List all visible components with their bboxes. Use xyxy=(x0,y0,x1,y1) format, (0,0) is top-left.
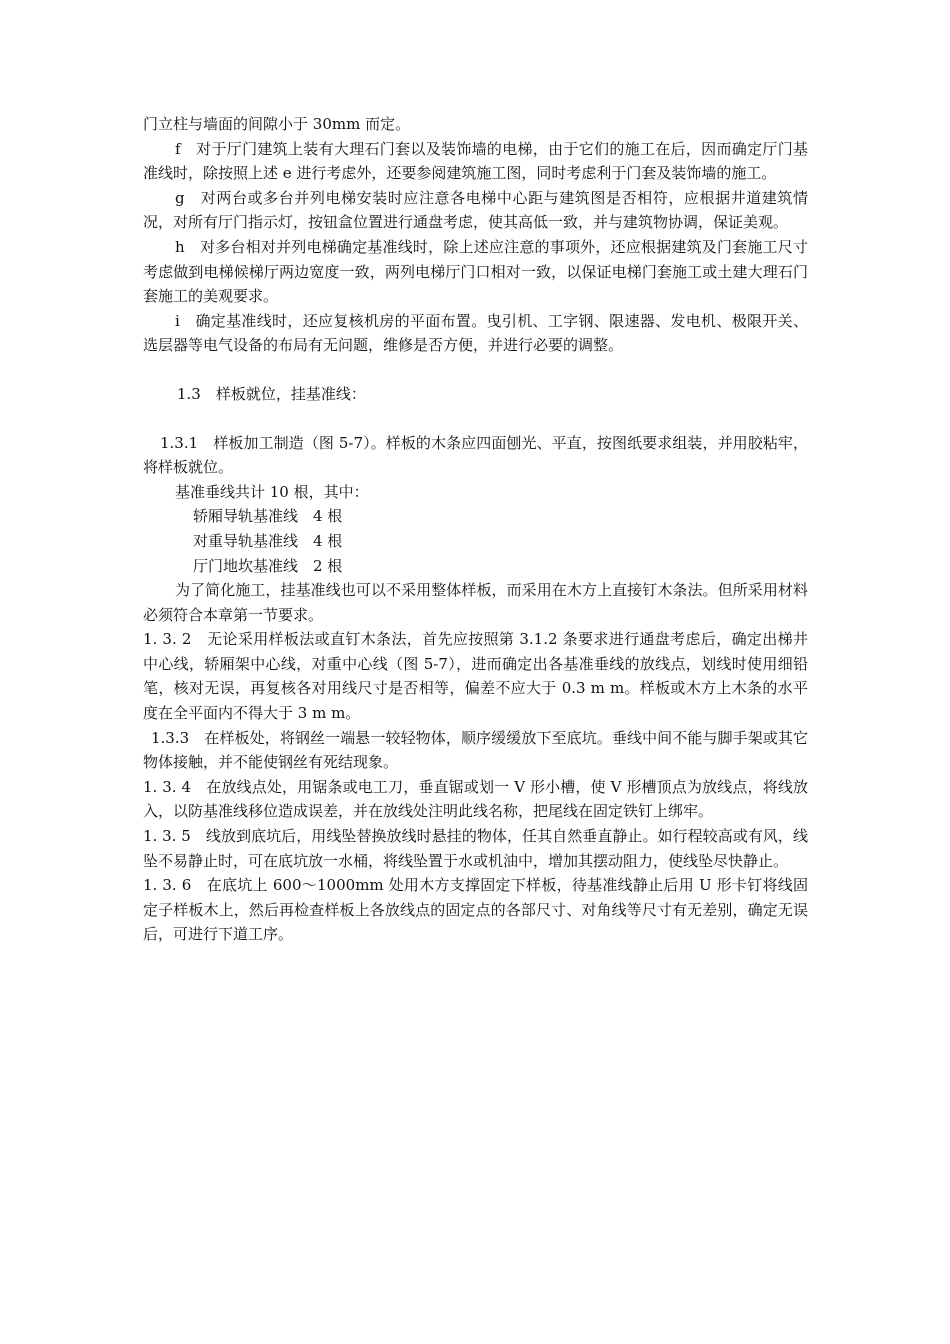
clause-1-3-3: 1.3.3 在样板处，将钢丝一端悬一较轻物体，顺序缓缓放下至底坑。垂线中间不能与脚手架或其它物体接触，并不能使钢丝有死结现象。 xyxy=(143,728,808,772)
clause-1-3-6: 1. 3. 6 在底坑上 600～1000mm 处用木方支撑固定下样板，待基准线静止后用 U 形卡钉将线固定子样板木上，然后再检查样板上各放线点的固定点的各部尺寸、对角线等尺寸有无差别，确定无误后，可进行下道工序。 xyxy=(143,876,808,944)
plumb-line-item: 轿厢导轨基准线 4 根 xyxy=(193,507,343,526)
document-body xyxy=(143,112,808,947)
plumb-line-item: 对重导轨基准线 4 根 xyxy=(193,531,343,550)
paragraph-door-post-gap: 门立柱与墙面的间隙小于 30mm 而定。 xyxy=(143,115,411,133)
paragraph-item-i: i 确定基准线时，还应复核机房的平面布置。曳引机、工字钢、限速器、发电机、极限开关、选层器等电气设备的布局有无问题，维修是否方便，并进行必要的调整。 xyxy=(143,311,808,355)
paragraph-item-h: h 对多台相对并列电梯确定基准线时，除上述应注意的事项外，还应根据建筑及门套施工尺寸考虑做到电梯候梯厅两边宽度一致，两列电梯厅门口相对一致，以保证电梯门套施工或土建大理石门套施工的美观要求。 xyxy=(143,237,808,306)
paragraph-item-g: g 对两台或多台并列电梯安装时应注意各电梯中心距与建筑图是否相符，应根据井道建筑情况，对所有厅门指示灯，按钮盒位置进行通盘考虑，使其高低一致，并与建筑物协调，保证美观。 xyxy=(143,188,808,232)
clause-1-3-1: 1.3.1 样板加工制造（图 5-7）。样板的木条应四面刨光、平直，按图纸要求组装，并用胶粘牢，将样板就位。 xyxy=(143,433,808,477)
plumb-line-item: 厅门地坎基准线 2 根 xyxy=(193,556,343,575)
clause-1-3-2: 1. 3. 2 无论采用样板法或直钉木条法，首先应按照第 3.1.2 条要求进行通盘考虑后，确定出梯井中心线，轿厢架中心线，对重中心线（图 5-7），进而确定出各基准垂线的放线点，划线时使用细铅笔，核对无误，再复核各对用线尺寸是否相等，偏差不应大于 0.3 m m。样板或木方上木条的水平度在全平面内不得大于 3 m m。 xyxy=(143,630,808,723)
paragraph-item-f: f 对于厅门建筑上装有大理石门套以及装饰墙的电梯，由于它们的施工在后，因而确定厅门基准线时，除按照上述 e 进行考虑外，还要参阅建筑施工图，同时考虑利于门套及装饰墙的施工。 xyxy=(143,139,808,183)
clause-1-3-5: 1. 3. 5 线放到底坑后，用线坠替换放线时悬挂的物体，任其自然垂直静止。如行程较高或有风，线坠不易静止时，可在底坑放一水桶，将线坠置于水或机油中，增加其摆动阻力，使线坠尽快静止。 xyxy=(143,827,808,870)
clause-1-3-4: 1. 3. 4 在放线点处，用锯条或电工刀，垂直锯或划一 V 形小槽，使 V 形槽顶点为放线点，将线放入，以防基准线移位造成误差，并在放线处注明此线名称，把尾线在固定铁钉上绑牢。 xyxy=(143,777,808,821)
plumb-line-intro: 基准垂线共计 10 根，其中： xyxy=(175,482,369,501)
simplify-note: 为了简化施工，挂基准线也可以不采用整体样板，而采用在木方上直接钉木条法。但所采用材料必须符合本章第一节要求。 xyxy=(143,581,808,624)
section-title-1-3: 1.3 样板就位，挂基准线： xyxy=(177,384,366,403)
